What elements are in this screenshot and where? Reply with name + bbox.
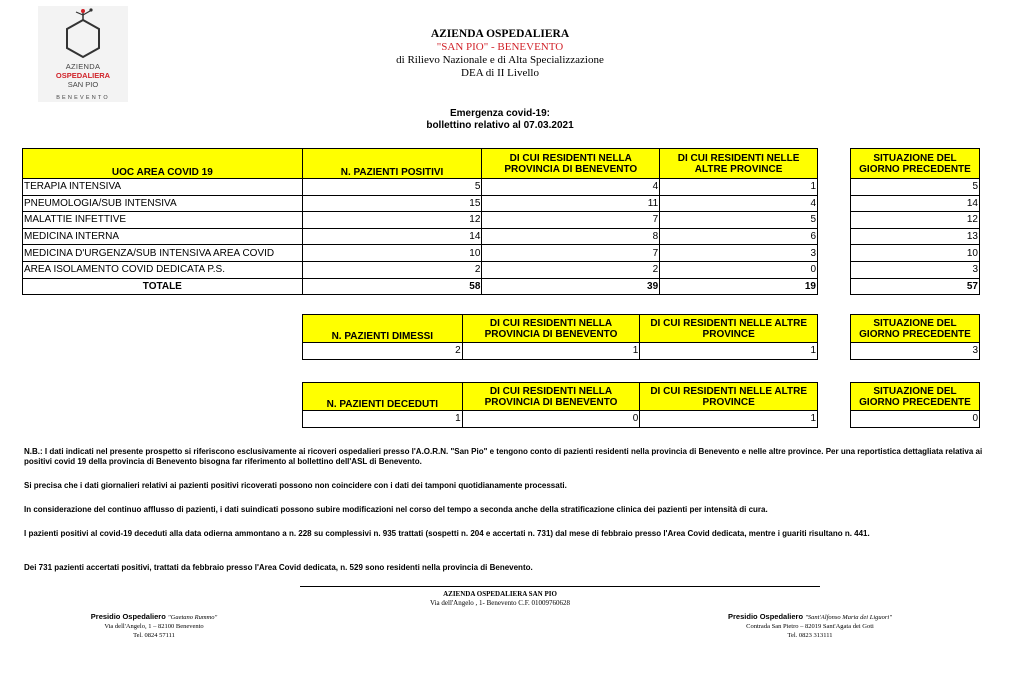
row-bn: 7	[482, 245, 660, 262]
prev-value: 3	[851, 261, 980, 278]
table-row	[23, 212, 818, 229]
footer-divider	[300, 586, 820, 587]
footer-left-tel: Tel. 0824 57111	[133, 632, 175, 639]
row-bn: 11	[482, 195, 660, 212]
table-row	[303, 411, 818, 428]
header-title: AZIENDA OSPEDALIERA	[430, 28, 570, 40]
header-subtitle: "SAN PIO" - BENEVENTO	[436, 41, 564, 53]
row-altre: 3	[660, 245, 818, 262]
table-row	[303, 343, 818, 360]
row-altre: 1	[660, 179, 818, 196]
col-header-area: UOC AREA COVID 19	[23, 149, 303, 179]
row-positivi: 12	[302, 212, 482, 229]
footer-right	[700, 612, 920, 640]
note-4: I pazienti positivi al covid-19 deceduti alla data odierna ammontano a n. 228 su complessivi n. 935 trattati (sospetti n. 204 e accertati n. 731) dal mese di febbraio presso l'Area Covid dedicata, mentre i guariti risultano n. 441.	[24, 529, 870, 538]
footer-left-name: "Gaetano Rummo"	[167, 614, 218, 621]
dimessi-prev-value: 3	[851, 343, 980, 360]
row-altre: 6	[660, 228, 818, 245]
row-area: MALATTIE INFETTIVE	[23, 212, 303, 229]
footer-center	[350, 590, 650, 608]
dimessi-header-bn: DI CUI RESIDENTI NELLA PROVINCIA DI BENEVENTO	[462, 315, 640, 343]
document-header	[350, 28, 650, 80]
row-area: AREA ISOLAMENTO COVID DEDICATA P.S.	[23, 261, 303, 278]
logo-line-4: BENEVENTO	[56, 95, 110, 101]
footer-left	[44, 612, 264, 640]
total-altre: 19	[660, 278, 818, 295]
row-area: MEDICINA D'URGENZA/SUB INTENSIVA AREA COVID	[23, 245, 303, 262]
total-row	[23, 278, 818, 295]
deceduti-header: N. PAZIENTI DECEDUTI	[303, 383, 463, 411]
row-positivi: 5	[302, 179, 482, 196]
table-row	[23, 179, 818, 196]
positivi-prev-table	[850, 148, 980, 295]
note-5: Dei 731 pazienti accertati positivi, trattati da febbraio presso l'Area Covid dedicata, n. 529 sono residenti nella provincia di Benevento.	[24, 563, 533, 572]
note-1: N.B.: I dati indicati nel presente prospetto si riferiscono esclusivamente ai ricoveri ospedalieri presso l'A.O.R.N. "San Pio" e tengono conto di pazienti residenti nella provincia di Benevento e nelle altre province. Per una reportistica dettagliata relativa ai positivi covid 19 della provincia di Benevento bisogna far riferimento al bollettino dell'ASL di Benevento.	[24, 447, 983, 466]
row-altre: 0	[660, 261, 818, 278]
row-bn: 4	[482, 179, 660, 196]
logo-line-1: AZIENDA	[65, 62, 101, 71]
dimessi-header: N. PAZIENTI DIMESSI	[303, 315, 463, 343]
table-row	[23, 261, 818, 278]
footer-right-label: Presidio Ospedaliero	[728, 612, 806, 621]
footer-center-address: Via dell'Angelo , 1- Benevento C.F. 01009760628	[429, 599, 571, 607]
dimessi-prev-header: SITUAZIONE DEL GIORNO PRECEDENTE	[851, 315, 980, 343]
footer-center-title: AZIENDA OSPEDALIERA SAN PIO	[443, 590, 557, 598]
deceduti-header-altre: DI CUI RESIDENTI NELLE ALTRE PROVINCE	[640, 383, 818, 411]
dimessi-table	[302, 314, 818, 360]
footer-left-label: Presidio Ospedaliero	[90, 612, 168, 621]
footer-right-name: "Sant'Alfonso Maria dei Liguori"	[805, 614, 892, 621]
logo-line-3: SAN PIO	[67, 80, 99, 89]
col-header-bn: DI CUI RESIDENTI NELLA PROVINCIA DI BENEVENTO	[482, 149, 660, 179]
row-bn: 8	[482, 228, 660, 245]
total-label: TOTALE	[23, 278, 303, 295]
deceduti-value: 1	[303, 411, 463, 428]
row-bn: 2	[482, 261, 660, 278]
dimessi-header-altre: DI CUI RESIDENTI NELLE ALTRE PROVINCE	[640, 315, 818, 343]
deceduti-prev-table	[850, 382, 980, 428]
prev-total: 57	[851, 278, 980, 295]
row-altre: 5	[660, 212, 818, 229]
prev-value: 10	[851, 245, 980, 262]
row-positivi: 10	[302, 245, 482, 262]
row-positivi: 2	[302, 261, 482, 278]
table-row	[23, 228, 818, 245]
dimessi-value: 2	[303, 343, 463, 360]
dimessi-bn-value: 1	[462, 343, 640, 360]
col-header-prec: SITUAZIONE DEL GIORNO PRECEDENTE	[851, 149, 980, 179]
row-area: TERAPIA INTENSIVA	[23, 179, 303, 196]
row-bn: 7	[482, 212, 660, 229]
note-3: In considerazione del continuo afflusso di pazienti, i dati suindicati possono subire modificazioni nel corso del tempo a seconda anche della stratificazione clinica dei pazienti per intensità di cura.	[24, 505, 768, 514]
bulletin-line-2: bollettino relativo al 07.03.2021	[426, 120, 574, 131]
prev-value: 13	[851, 228, 980, 245]
row-positivi: 14	[302, 228, 482, 245]
row-altre: 4	[660, 195, 818, 212]
deceduti-prev-value: 0	[851, 411, 980, 428]
prev-value: 12	[851, 212, 980, 229]
total-bn: 39	[482, 278, 660, 295]
table-row	[23, 245, 818, 262]
header-line-3: di Rilievo Nazionale e di Alta Specializzazione	[396, 54, 604, 66]
prev-value: 14	[851, 195, 980, 212]
total-positivi: 58	[302, 278, 482, 295]
positivi-table	[22, 148, 818, 295]
col-header-positivi: N. PAZIENTI POSITIVI	[302, 149, 482, 179]
deceduti-header-bn: DI CUI RESIDENTI NELLA PROVINCIA DI BENEVENTO	[462, 383, 640, 411]
row-area: PNEUMOLOGIA/SUB INTENSIVA	[23, 195, 303, 212]
deceduti-bn-value: 0	[462, 411, 640, 428]
bulletin-line-1: Emergenza covid-19:	[449, 108, 551, 119]
col-header-altre: DI CUI RESIDENTI NELLE ALTRE PROVINCE	[660, 149, 818, 179]
deceduti-prev-header: SITUAZIONE DEL GIORNO PRECEDENTE	[851, 383, 980, 411]
deceduti-table	[302, 382, 818, 428]
deceduti-altre-value: 1	[640, 411, 818, 428]
header-line-4: DEA di II Livello	[461, 67, 539, 79]
note-2: Si precisa che i dati giornalieri relativi ai pazienti positivi ricoverati possono non coincidere con i dati dei tamponi quotidianamente processati.	[24, 481, 567, 490]
prev-value: 5	[851, 179, 980, 196]
row-area: MEDICINA INTERNA	[23, 228, 303, 245]
dimessi-prev-table	[850, 314, 980, 360]
hospital-logo	[38, 6, 128, 102]
row-positivi: 15	[302, 195, 482, 212]
logo-line-2: OSPEDALIERA	[55, 71, 111, 80]
footer-left-address: Via dell'Angelo, 1 – 82100 Benevento	[104, 623, 204, 630]
footer-right-tel: Tel. 0823 313111	[787, 632, 833, 639]
dimessi-altre-value: 1	[640, 343, 818, 360]
table-row	[23, 195, 818, 212]
bulletin-title	[350, 108, 650, 132]
house-logo-icon	[38, 6, 128, 62]
footer-right-address: Contrada San Pietro – 82019 Sant'Agata dei Goti	[746, 623, 874, 630]
